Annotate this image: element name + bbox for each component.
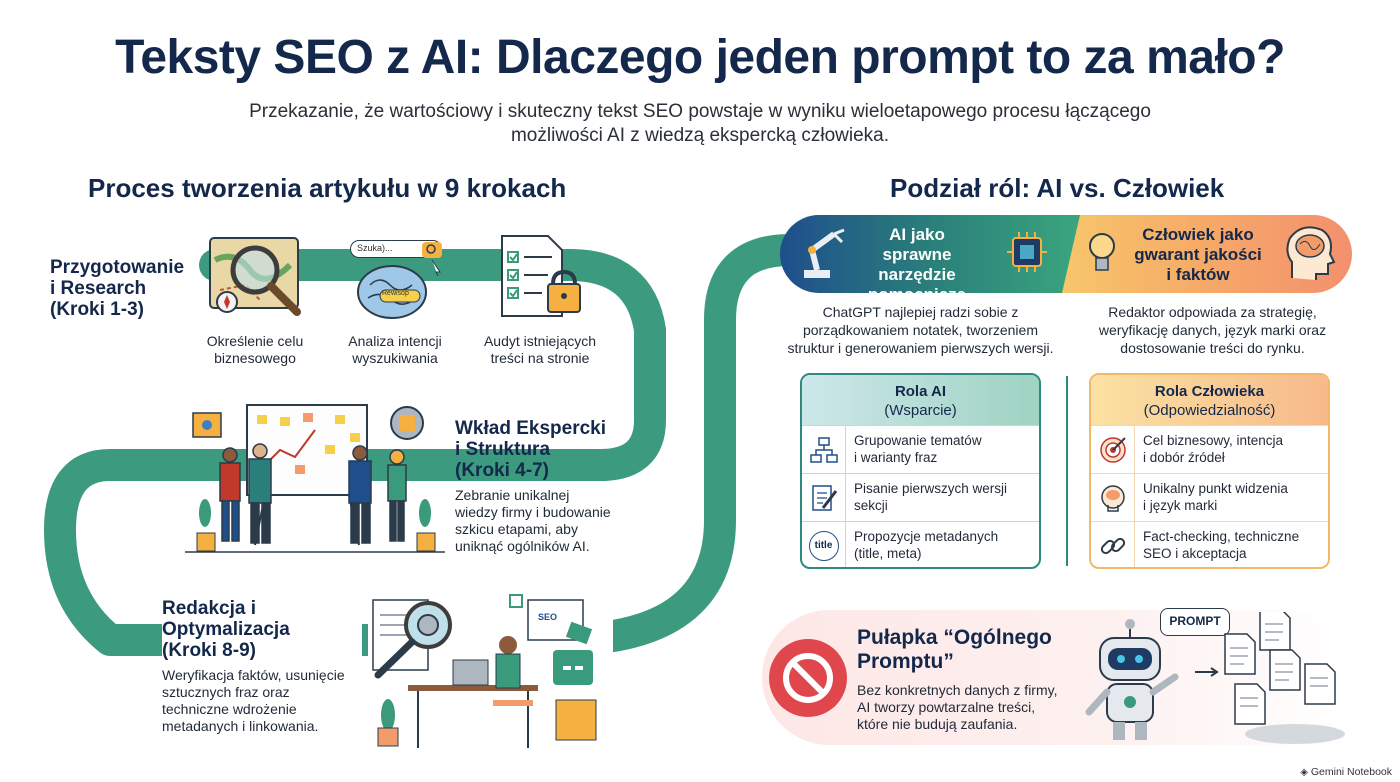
- ai-role-table: [800, 373, 1041, 569]
- table-row: Fact-checking, techniczne SEO i akceptacja: [1091, 521, 1328, 569]
- map-magnifier-icon: [205, 230, 310, 322]
- ai-role-desc: ChatGPT najlepiej radzi sobie z porządkowaniem notatek, tworzeniem struktur i generowaniem pierwszych wersji.: [787, 304, 1054, 356]
- robot-documents-icon: [1075, 612, 1350, 744]
- stage3-block: [162, 598, 362, 735]
- title-tag-icon: title: [809, 531, 839, 561]
- page-subtitle: Przekazanie, że wartościowy i skuteczny tekst SEO powstaje w wyniku wieloetapowego procesu łączącego możliwości AI z wiedzą ekspercką człowieka.: [249, 101, 1151, 146]
- lightbulb-icon: [1087, 230, 1117, 280]
- prohibited-icon: [767, 637, 849, 719]
- stage2-text: Zebranie unikalnej wiedzy firmy i budowanie szkicu etapami, aby uniknąć ogólników AI.: [455, 487, 635, 555]
- human-banner-title: Człowiek jako gwarant jakości i faktów: [1134, 225, 1262, 284]
- stage3-text: Weryfikacja faktów, usunięcie sztucznych fraz oraz techniczne wdrożenie metadanych i linkowania.: [162, 667, 345, 734]
- gemini-logo-icon: ◈: [1300, 767, 1308, 778]
- head-brain-icon: [1280, 222, 1340, 282]
- human-table-header: Rola Człowieka (Odpowiedzialność): [1091, 375, 1328, 425]
- seo-label: SEO: [538, 612, 558, 622]
- divider: [1066, 376, 1068, 566]
- table-row: Cel biznesowy, intencja i dobór źródeł: [1091, 425, 1328, 473]
- search-bar: Szuka)...: [350, 240, 442, 258]
- table-row: title Propozycje metadanych (title, meta): [802, 521, 1039, 569]
- robot-arm-icon: [794, 222, 854, 282]
- prompt-bubble: PROMPT: [1160, 608, 1230, 636]
- table-row: Grupowanie tematów i warianty fraz: [802, 425, 1039, 473]
- brain-label: Rewisop: [382, 290, 409, 297]
- target-icon: [1098, 435, 1128, 465]
- page-title: Teksty SEO z AI: Dlaczego jeden prompt to za mało?: [115, 31, 1285, 84]
- editor-desk-icon: [368, 590, 613, 750]
- step3-caption: Audyt istniejących treści na stronie: [483, 333, 597, 366]
- brain-icon: [1098, 483, 1128, 513]
- stage2-block: [455, 418, 635, 555]
- step1-caption: Określenie celu biznesowego: [206, 333, 304, 366]
- document-pen-icon: [809, 483, 839, 513]
- team-whiteboard-icon: [185, 395, 445, 555]
- stage1-title: Przygotowanie i Research (Kroki 1-3): [50, 257, 190, 320]
- stage2-title: Wkład Ekspercki i Struktura (Kroki 4-7): [455, 418, 607, 481]
- table-row: Unikalny punkt widzenia i język marki: [1091, 473, 1328, 521]
- brain-search-icon: [350, 240, 450, 330]
- human-role-table: [1089, 373, 1330, 569]
- hierarchy-icon: [809, 436, 839, 464]
- human-role-desc: Redaktor odpowiada za strategię, weryfikację danych, język marki oraz dostosowanie treści do rynku.: [1098, 304, 1327, 356]
- process-heading: Proces tworzenia artykułu w 9 krokach: [88, 173, 567, 203]
- table-row: Pisanie pierwszych wersji sekcji: [802, 473, 1039, 521]
- prompt-trap-title: Pułapka “Ogólnego Promptu”: [857, 626, 1052, 673]
- checklist-lock-icon: [498, 232, 583, 324]
- step2-caption: Analiza intencji wyszukiwania: [348, 333, 442, 366]
- link-icon: [1098, 531, 1128, 561]
- prompt-trap-text: Pułapka “Ogólnego Promptu” Bez konkretnych danych z firmy, AI tworzy powtarzalne treści, które nie budują zaufania.: [857, 626, 1087, 733]
- roles-heading: Podział ról: AI vs. Człowiek: [890, 173, 1225, 203]
- chip-icon: [1003, 228, 1051, 276]
- ai-banner-title: AI jako sprawne narzędzie pomocnicze: [867, 225, 967, 304]
- footer-brand: ◈ Gemini Notebook: [1300, 766, 1392, 778]
- stage3-title: Redakcja i Optymalizacja (Kroki 8-9): [162, 598, 290, 661]
- ai-table-header: Rola AI (Wsparcie): [802, 375, 1039, 425]
